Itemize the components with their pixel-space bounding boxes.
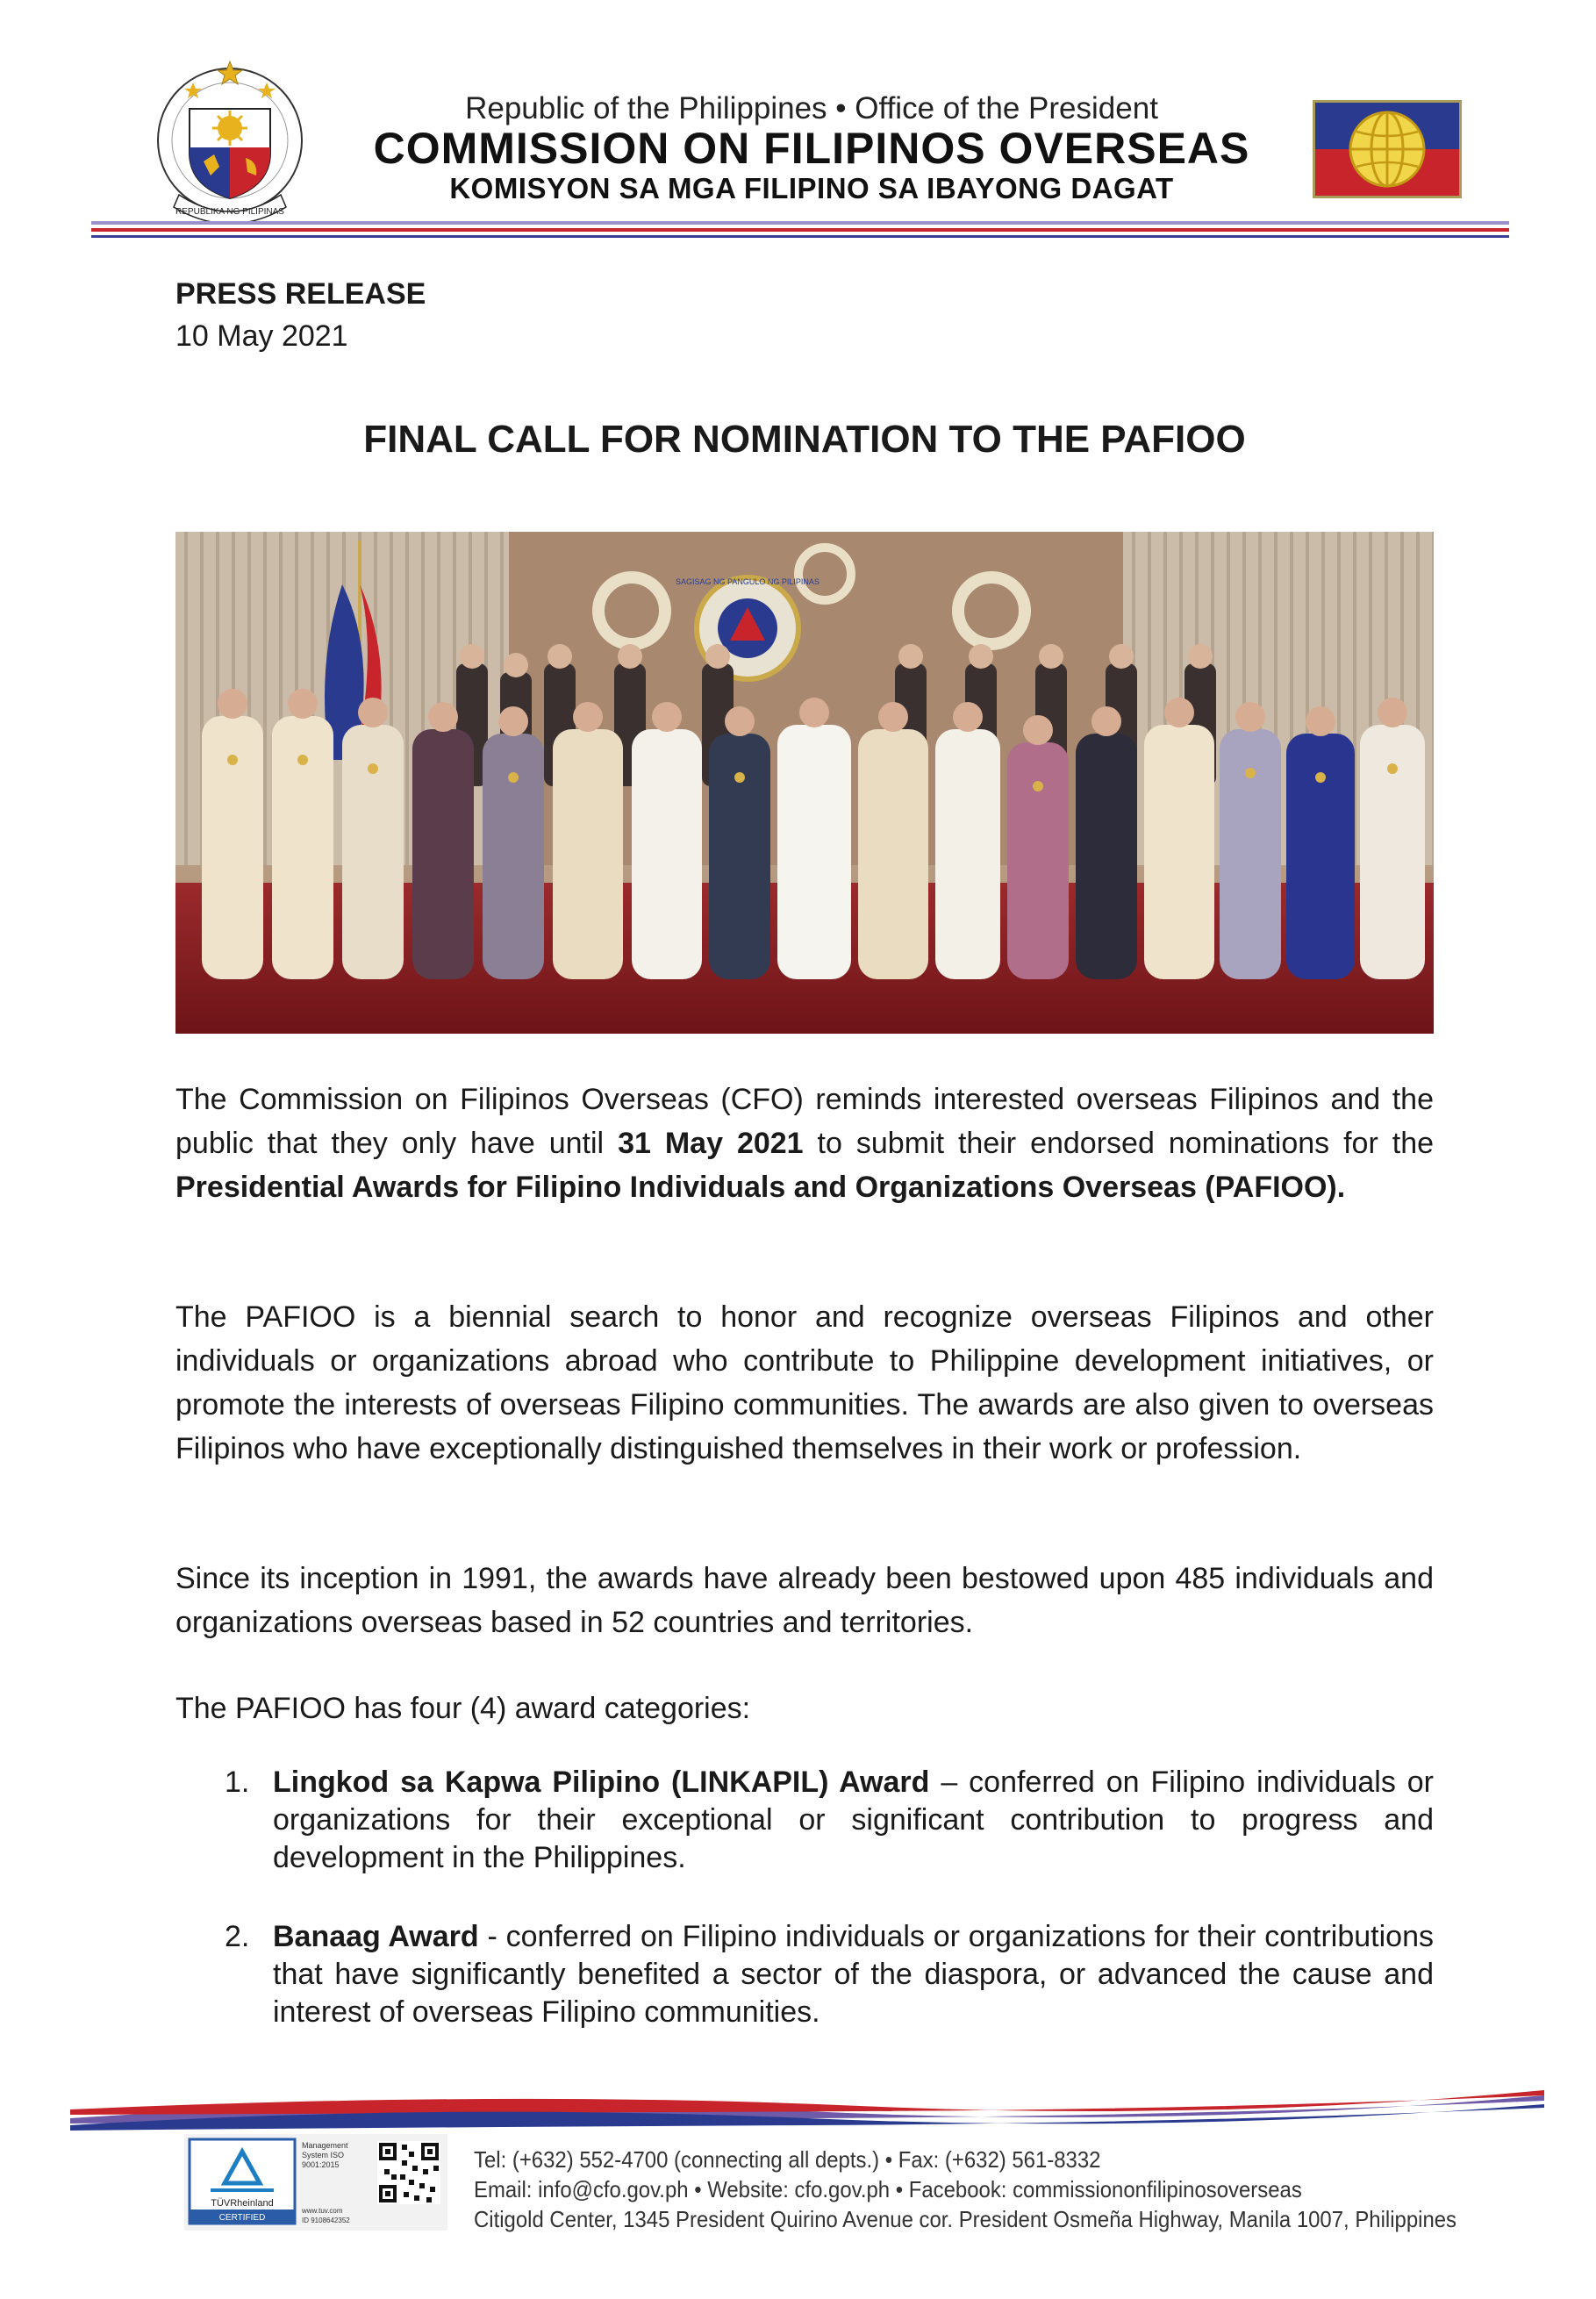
seal-banner-text: REPUBLIKA NG PILIPINAS (175, 207, 284, 217)
document-date: 10 May 2021 (175, 319, 348, 353)
cert-brand: TÜVRheinland (211, 2198, 274, 2209)
deadline-date: 31 May 2021 (618, 1127, 804, 1160)
list-item-number: 1. (225, 1765, 250, 1799)
tuv-certification-badge (184, 2134, 447, 2231)
document-type: PRESS RELEASE (175, 277, 426, 311)
footer-wave-divider (70, 2085, 1544, 2138)
award-full-name: Presidential Awards for Filipino Individuals and Organizations Overseas (PAFIOO). (175, 1171, 1346, 1204)
list-item (225, 1918, 1434, 2031)
category-description: – conferred on Filipino individuals or organizations for their exceptional or significant contribution to progress and development in the Philippines. (273, 1765, 1434, 1874)
award-ceremony-photo (175, 532, 1434, 1034)
cfo-flag-logo (1313, 100, 1462, 198)
list-item-number: 2. (225, 1920, 250, 1953)
category-description: - conferred on Filipino individuals or organizations for their contributions that have significantly benefited a sector of the diaspora, or advanced the cause and interest of overseas Filipino communities. (273, 1920, 1434, 2029)
photo-seal-text: SAGISAG NG PANGULO NG PILIPINAS (676, 577, 819, 586)
cert-id: ID 9108642352 (302, 2217, 350, 2224)
qr-code (377, 2141, 440, 2204)
cert-status: CERTIFIED (218, 2213, 266, 2223)
footer-phone-fax: Tel: (+632) 552-4700 (connecting all depts.) • Fax: (+632) 561-8332 (474, 2146, 1101, 2173)
cert-url: www.tuv.com (302, 2207, 343, 2215)
header-agency-tagalog: KOMISYON SA MGA FILIPINO SA IBAYONG DAGAT (449, 172, 1174, 204)
list-item (225, 1764, 1434, 1877)
intro-paragraph (175, 1078, 1434, 1209)
intro-text-b: to submit their endorsed nominations for the (803, 1127, 1435, 1160)
philippine-seal-logo (154, 56, 305, 223)
category-name: Banaag Award (273, 1920, 479, 1953)
header-divider (91, 221, 1509, 239)
categories-intro: The PAFIOO has four (4) award categories: (175, 1692, 751, 1725)
description-paragraph: The PAFIOO is a biennial search to honor and recognize overseas Filipinos and other individuals or organizations abroad who contribute to Philippine development initiatives, or promote the interests of overseas Filipino communities. The awards are also given to overseas Filipinos who have exceptionally distinguished themselves in their work or profession. (175, 1300, 1434, 1465)
category-name: Lingkod sa Kapwa Pilipino (LINKAPIL) Award (273, 1765, 930, 1799)
intro-text-a: The Commission on Filipinos Overseas (CFO) reminds interested overseas Filipinos and the public that they only have until (175, 1083, 1434, 1160)
footer-address: Citigold Center, 1345 President Quirino Avenue cor. President Osmeña Highway, Manila 1007, Philippines (474, 2206, 1457, 2232)
cert-management-system: Management System ISO 9001:2015 (302, 2141, 348, 2169)
header-republic-line: Republic of the Philippines • Office of the President (465, 91, 1158, 125)
history-paragraph: Since its inception in 1991, the awards have already been bestowed upon 485 individuals and organizations overseas based in 52 countries and territories. (175, 1562, 1434, 1639)
header-agency-name: COMMISSION ON FILIPINOS OVERSEAS (373, 124, 1250, 173)
footer-email-web: Email: info@cfo.gov.ph • Website: cfo.gov.ph • Facebook: commissiononfilipinosoverseas (474, 2176, 1302, 2202)
page-title: FINAL CALL FOR NOMINATION TO THE PAFIOO (363, 418, 1246, 461)
